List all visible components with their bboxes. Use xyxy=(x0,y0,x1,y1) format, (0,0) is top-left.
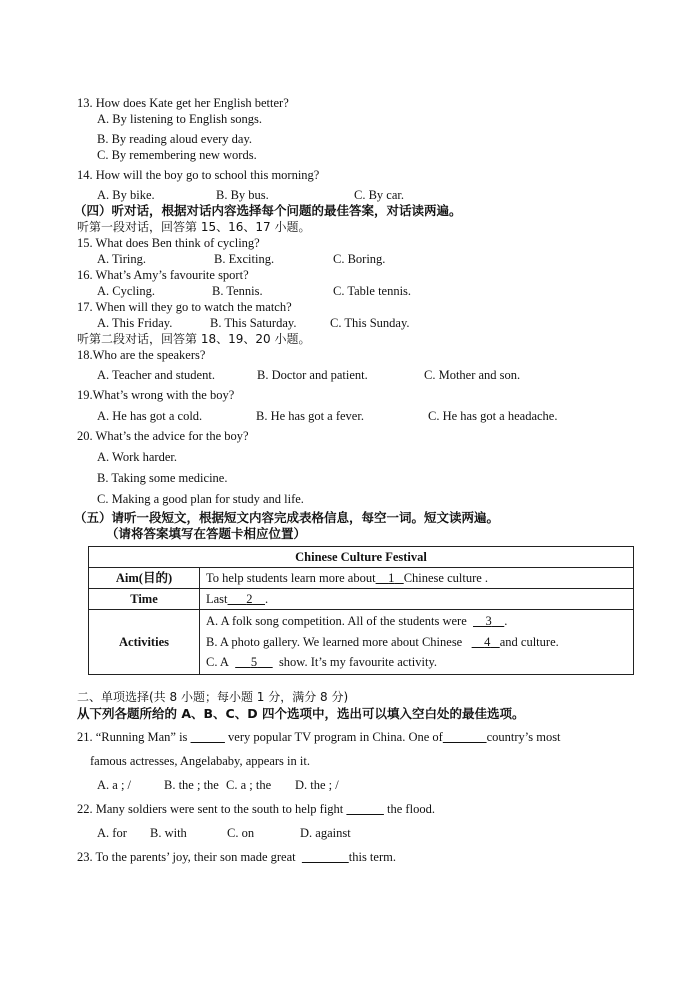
q15-option-c: C. Boring. xyxy=(333,252,386,266)
q19-option-b: B. He has got a fever. xyxy=(256,409,364,423)
q13-option-c: C. By remembering new words. xyxy=(97,148,257,162)
time-text: Last xyxy=(206,592,228,606)
q18-option-a: A. Teacher and student. xyxy=(97,368,215,382)
q22-option-c: C. on xyxy=(227,826,255,840)
blank-23 xyxy=(302,850,349,864)
q19-option-a: A. He has got a cold. xyxy=(97,409,203,423)
q21-option-c: C. a ; the xyxy=(226,778,272,792)
q17-option-a: A. This Friday. xyxy=(97,316,173,330)
q21-option-b: B. the ; the xyxy=(164,778,219,792)
time-cell xyxy=(200,589,634,610)
blank-3: 3 xyxy=(485,614,492,628)
q14-option-c: C. By car. xyxy=(354,188,404,202)
activity-b: B. A photo gallery. We learned more about Chinese 4 and culture. xyxy=(206,634,559,649)
blank-2: 2 xyxy=(246,592,253,606)
q14-option-b: B. By bus. xyxy=(216,188,269,202)
q20-option-b: B. Taking some medicine. xyxy=(97,471,228,485)
activity-c: C. A 5 show. It’s my favourite activity. xyxy=(206,655,438,669)
dialog-2-note: 听第二段对话，回答第 18、19、20 小题。 xyxy=(77,332,311,346)
question-16: 16. What’s Amy’s favourite sport? xyxy=(77,268,249,282)
q22-option-d: D. against xyxy=(300,826,351,840)
q17-option-c: C. This Sunday. xyxy=(330,316,410,330)
section-4-title: （四）听对话，根据对话内容选择每个问题的最佳答案，对话读两遍。 xyxy=(74,203,462,218)
culture-festival-table xyxy=(88,546,634,675)
aim-text-end: Chinese culture . xyxy=(403,571,489,585)
question-14: 14. How will the boy go to school this morning? xyxy=(77,168,320,182)
activities-cell xyxy=(200,610,634,675)
q15-option-a: A. Tiring. xyxy=(97,252,146,266)
section-5-title: （五）请听一段短文，根据短文内容完成表格信息，每空一词。短文读两遍。 xyxy=(74,510,500,525)
question-17: 17. When will they go to watch the match? xyxy=(77,300,292,314)
q16-option-b: B. Tennis. xyxy=(212,284,263,298)
time-text-end: . xyxy=(265,592,269,606)
q15-option-b: B. Exciting. xyxy=(214,252,275,266)
blank-21a xyxy=(191,730,225,744)
q21-option-a: A. a ; / xyxy=(97,778,132,792)
table-header: Chinese Culture Festival xyxy=(89,547,634,568)
grammar-section-title: 二、单项选择(共 8 小题；每小题 1 分，满分 8 分) xyxy=(77,690,349,704)
blank-22 xyxy=(346,802,384,816)
question-21-line-1: 21. “Running Man” is very popular TV program in China. One of country’s most xyxy=(77,730,561,744)
q18-option-b: B. Doctor and patient. xyxy=(257,368,368,382)
activity-a: A. A folk song competition. All of the students were 3 . xyxy=(206,614,508,628)
question-15: 15. What does Ben think of cycling? xyxy=(77,236,260,250)
q16-option-a: A. Cycling. xyxy=(97,284,155,298)
aim-label: Aim(目的) xyxy=(89,568,200,589)
blank-21b xyxy=(443,730,487,744)
question-18: 18.Who are the speakers? xyxy=(77,348,206,362)
q20-option-c: C. Making a good plan for study and life. xyxy=(97,492,304,506)
q19-option-c: C. He has got a headache. xyxy=(428,409,558,423)
q21-option-d: D. the ; / xyxy=(295,778,339,792)
dialog-1-note: 听第一段对话，回答第 15、16、17 小题。 xyxy=(77,220,311,234)
q16-option-c: C. Table tennis. xyxy=(333,284,412,298)
question-23: 23. To the parents’ joy, their son made great this term. xyxy=(77,850,396,864)
q20-option-a: A. Work harder. xyxy=(97,450,177,464)
q17-option-b: B. This Saturday. xyxy=(210,316,297,330)
question-13: 13. How does Kate get her English better? xyxy=(77,96,289,110)
section-5-subtitle: （请将答案填写在答题卡相应位置） xyxy=(106,526,307,541)
aim-cell xyxy=(200,568,634,589)
q13-option-b: B. By reading aloud every day. xyxy=(97,132,253,146)
question-19: 19.What’s wrong with the boy? xyxy=(77,388,235,402)
question-21-line-2: famous actresses, Angelababy, appears in it. xyxy=(90,754,310,768)
blank-5: 5 xyxy=(250,655,258,669)
q22-option-a: A. for xyxy=(97,826,127,840)
aim-text: To help students learn more about xyxy=(206,571,376,585)
q22-option-b: B. with xyxy=(150,826,187,840)
question-20: 20. What’s the advice for the boy? xyxy=(77,429,249,443)
q18-option-c: C. Mother and son. xyxy=(424,368,521,382)
activities-label: Activities xyxy=(89,610,200,675)
question-22: 22. Many soldiers were sent to the south to help fight the flood. xyxy=(77,802,435,816)
q14-option-a: A. By bike. xyxy=(97,188,155,202)
blank-4: 4 xyxy=(484,634,491,649)
time-label: Time xyxy=(89,589,200,610)
grammar-instruction: 从下列各题所给的 A、B、C、D 四个选项中，选出可以填入空白处的最佳选项。 xyxy=(77,706,525,721)
blank-1: 1 xyxy=(388,571,395,585)
q13-option-a: A. By listening to English songs. xyxy=(97,112,262,126)
